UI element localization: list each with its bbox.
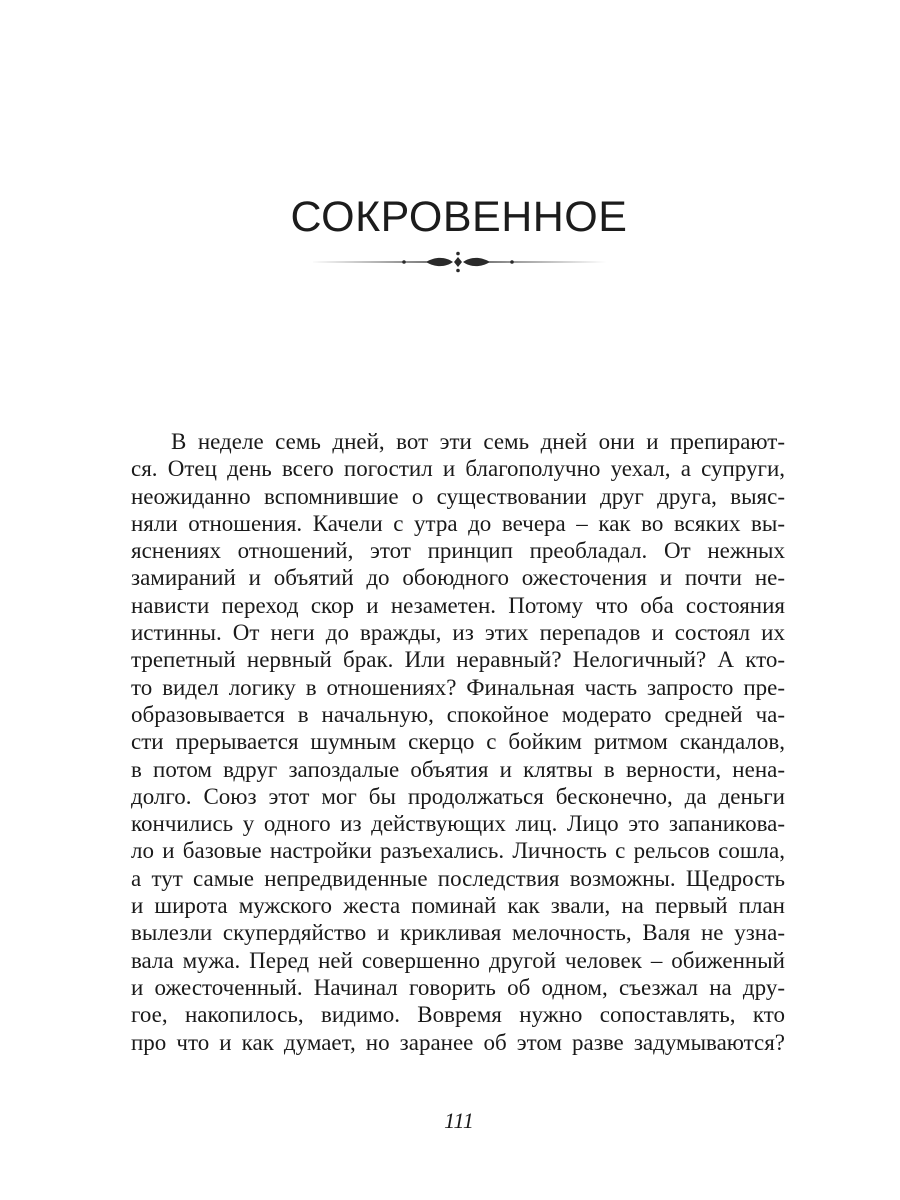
text-line: а тут самые непредвиденные последствия возможны. Щедрость	[131, 865, 785, 891]
text-line: истинны. От неги до вражды, из этих перепадов и состоял их	[131, 620, 785, 646]
text-line: вылезли скупердяйство и крикливая мелочность, Валя не узна-	[131, 920, 785, 946]
text-line-last: про что и как думает, но заранее об этом разве задумываются?	[131, 1029, 785, 1055]
text-line: неожиданно вспомнившие о существовании друг друга, выяс-	[131, 483, 785, 509]
text-line: и ожесточенный. Начинал говорить об одном, съезжал на дру-	[131, 974, 785, 1000]
text-line: В неделе семь дней, вот эти семь дней они и препирают-	[171, 429, 785, 454]
text-line: гое, накопилось, видимо. Вовремя нужно сопоставлять, кто	[131, 1002, 785, 1028]
ornament-divider-icon	[308, 250, 608, 274]
text-line: трепетный нервный брак. Или неравный? Нелогичный? А кто-	[131, 647, 785, 673]
text-line: и широта мужского жеста поминай как звали, на первый план	[131, 893, 785, 919]
body-paragraph	[131, 428, 785, 1056]
text-line: ся. Отец день всего погостил и благополучно уехал, а супруги,	[131, 456, 785, 482]
text-line: ло и базовые настройки разъехались. Личность с рельсов сошла,	[131, 838, 785, 864]
text-line: в потом вдруг запоздалые объятия и клятвы в верности, нена-	[131, 756, 785, 782]
text-line: сти прерывается шумным скерцо с бойким ритмом скандалов,	[131, 729, 785, 755]
text-line: яснениях отношений, этот принцип преобладал. От нежных	[131, 538, 785, 564]
text-line: образовывается в начальную, спокойное модерато средней ча-	[131, 701, 785, 727]
page-number: 111	[444, 1108, 474, 1133]
text-line: долго. Союз этот мог бы продолжаться бесконечно, да деньги	[131, 783, 785, 809]
text-line: нависти переход скор и незаметен. Потому что оба состояния	[131, 592, 785, 618]
text-line: няли отношения. Качели с утра до вечера – как во всяких вы-	[131, 510, 785, 536]
text-line: вала мужа. Перед ней совершенно другой человек – обиженный	[131, 947, 785, 973]
chapter-title: СОКРОВЕННОЕ	[290, 193, 628, 241]
text-line: кончились у одного из действующих лиц. Лицо это запаникова-	[131, 811, 785, 837]
text-line: замираний и объятий до обоюдного ожесточения и почти не-	[131, 565, 785, 591]
text-line: то видел логику в отношениях? Финальная часть запросто пре-	[131, 674, 785, 700]
